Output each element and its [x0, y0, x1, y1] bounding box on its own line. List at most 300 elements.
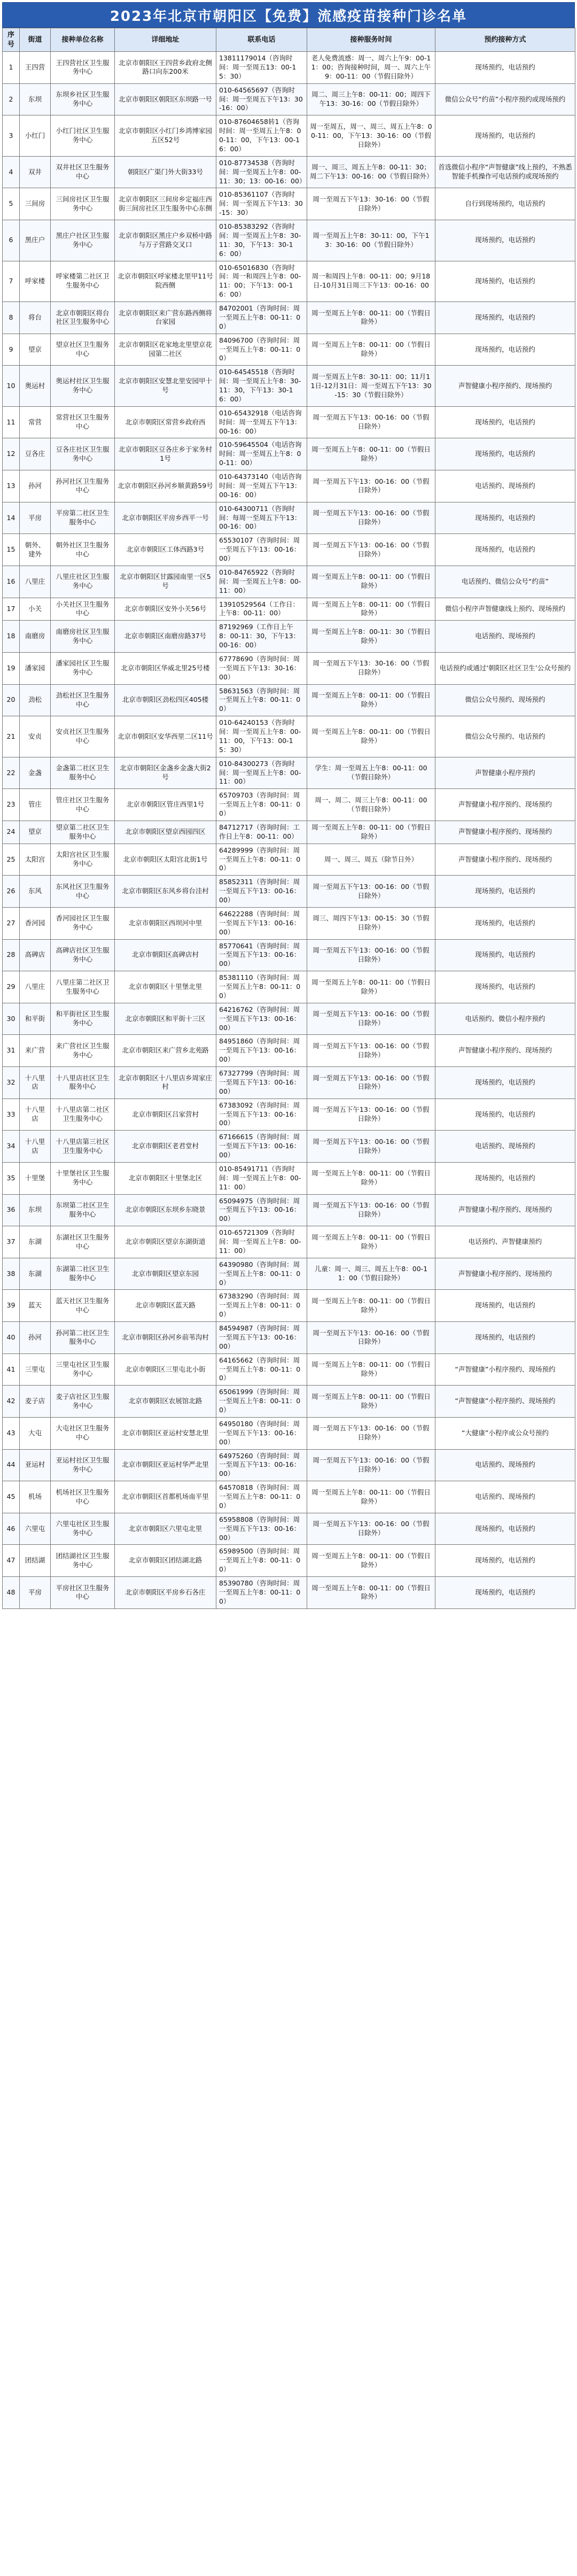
cell-method: 首选微信小程序“声智健康”线上预约，不熟悉智能手机操作可电话预约或现场预约 — [435, 156, 575, 188]
table-row — [3, 757, 575, 789]
cell-time: 周一至周五下午13：00-16：00（节假日除外） — [307, 1449, 435, 1481]
cell-unit: 平房第二社区卫生服务中心 — [51, 502, 115, 534]
cell-address: 北京市朝阳区东风乡将台洼村 — [115, 876, 216, 908]
header-index: 序号 — [3, 28, 20, 52]
cell-unit: 东坝乡社区卫生服务中心 — [51, 83, 115, 115]
cell-phone: 85381110（咨询时间：周一至周五上午8：00-11：00） — [216, 971, 307, 1003]
cell-street: 管庄 — [20, 789, 51, 821]
cell-unit: 八里庄社区卫生服务中心 — [51, 566, 115, 598]
cell-method: 现场预约，电话预约 — [435, 334, 575, 366]
table-header — [3, 28, 575, 52]
table-row — [3, 1481, 575, 1513]
cell-index: 39 — [3, 1290, 20, 1322]
table-body — [3, 52, 575, 1609]
cell-phone: 84096700（咨询时间：周一至周五上午8：00-11：00） — [216, 334, 307, 366]
cell-index: 32 — [3, 1067, 20, 1099]
cell-address: 北京市朝阳区孙河乡顺黄路59号 — [115, 470, 216, 502]
cell-address: 北京市朝阳区首都机场南平里 — [115, 1481, 216, 1513]
cell-index: 12 — [3, 438, 20, 470]
cell-index: 26 — [3, 876, 20, 908]
cell-address: 北京市朝阳区华威北里25号楼 — [115, 652, 216, 684]
cell-method: 电话预约、微信公众号“约苗” — [435, 566, 575, 598]
cell-street: 孙河 — [20, 470, 51, 502]
cell-street: 三里屯 — [20, 1353, 51, 1386]
table-row — [3, 652, 575, 684]
cell-unit: 常营社区卫生服务中心 — [51, 406, 115, 438]
cell-phone: 010-64373140（电话咨询时间：周一至周五下午13：00-16：00） — [216, 470, 307, 502]
cell-unit: 劲松社区卫生服务中心 — [51, 684, 115, 716]
table-row — [3, 1194, 575, 1226]
cell-address: 北京市朝阳区安慧北里安园甲十号 — [115, 366, 216, 407]
cell-time: 周一至周五下午13：00-16：00（节假日除外） — [307, 502, 435, 534]
cell-method: 现场预约，电话预约 — [435, 1577, 575, 1609]
table-row — [3, 502, 575, 534]
cell-address: 北京市朝阳区黑庄户乡双桥中路与万子营路交叉口 — [115, 220, 216, 261]
cell-index: 17 — [3, 598, 20, 621]
cell-method: 声智健康小程序预约、现场预约 — [435, 821, 575, 844]
cell-address: 北京市朝阳区望京西园四区 — [115, 821, 216, 844]
table-row — [3, 1386, 575, 1418]
table-row — [3, 1162, 575, 1194]
cell-unit: 呼家楼第二社区卫生服务中心 — [51, 261, 115, 302]
cell-street: 八里庄 — [20, 566, 51, 598]
cell-method: 现场预约，电话预约 — [435, 971, 575, 1003]
cell-phone: 010-85361107（咨询时间：周一至周五下午13：30-15：30） — [216, 188, 307, 220]
cell-time: 周三、周四下午13：00-15：30（节假日除外） — [307, 907, 435, 939]
cell-address: 北京市朝阳区西坝河中里 — [115, 907, 216, 939]
cell-method: 微信公众号“约苗”小程序预约或现场预约 — [435, 83, 575, 115]
cell-phone: 67327799（咨询时间：周一至周五下午13：00-16：00） — [216, 1067, 307, 1099]
cell-method: 现场预约，电话预约 — [435, 115, 575, 157]
cell-street: 常营 — [20, 406, 51, 438]
cell-address: 北京市朝阳区望京东湖街道 — [115, 1226, 216, 1258]
cell-method: 自行到现场预约，电话预约 — [435, 188, 575, 220]
cell-phone: 67383092（咨询时间：周一至周五下午13：00-16：00） — [216, 1099, 307, 1131]
cell-index: 14 — [3, 502, 20, 534]
cell-time: 周一至周五上午8：00-11：00（节假日除外） — [307, 334, 435, 366]
cell-method: 声智健康小程序预约、现场预约 — [435, 844, 575, 876]
cell-street: 金盏 — [20, 757, 51, 789]
cell-time: 周一至周五上午8：00-11：00（节假日除外） — [307, 302, 435, 334]
table-row — [3, 83, 575, 115]
cell-street: 孙河 — [20, 1322, 51, 1354]
cell-phone: 010-87604658转1（咨询时间：周一至周五上午8：00-11：00，下午13：00-16：00） — [216, 115, 307, 157]
table-row — [3, 1577, 575, 1609]
cell-phone: 65094975（咨询时间：周一至周五下午13：00-16：00） — [216, 1194, 307, 1226]
cell-time: 周一至周五下午13：00-16：00（节假日除外） — [307, 1194, 435, 1226]
cell-method: 电话预约、声智健康预约 — [435, 1226, 575, 1258]
cell-street: 奥运村 — [20, 366, 51, 407]
cell-index: 31 — [3, 1035, 20, 1067]
cell-phone: 65061999（咨询时间：周一至周五上午8：00-11：00） — [216, 1386, 307, 1418]
table-row — [3, 1067, 575, 1099]
cell-phone: 65958808（咨询时间：周一至周五下午13：00-16：00） — [216, 1513, 307, 1545]
clinic-table — [2, 28, 575, 1609]
cell-phone: 67383290（咨询时间：周一至周五上午8：00-11：00） — [216, 1290, 307, 1322]
cell-time: 周一至周五下午13：00-16：00（节假日除外） — [307, 939, 435, 971]
page-title-text: 2023年北京市朝阳区【免费】流感疫苗接种门诊名单 — [110, 8, 467, 25]
cell-time: 周一至周五上午8：00-11：00（节假日除外） — [307, 566, 435, 598]
cell-time: 周一至周五下午13：00-16：00（节假日除外） — [307, 1417, 435, 1449]
cell-time: 周一至周五上午8：00-11：00（节假日除外） — [307, 438, 435, 470]
cell-method: 声智健康小程序预约 — [435, 757, 575, 789]
cell-unit: 孙河社区卫生服务中心 — [51, 470, 115, 502]
cell-method: 现场预约，电话预约 — [435, 1290, 575, 1322]
table-row — [3, 971, 575, 1003]
cell-method: 微信小程序声智健康线上预约、现场预约 — [435, 598, 575, 621]
cell-unit: 东湖第二社区卫生服务中心 — [51, 1258, 115, 1290]
cell-unit: 王四营社区卫生服务中心 — [51, 52, 115, 84]
cell-index: 30 — [3, 1003, 20, 1035]
cell-unit: 平房社区卫生服务中心 — [51, 1577, 115, 1609]
cell-index: 18 — [3, 621, 20, 653]
header-phone: 联系电话 — [216, 28, 307, 52]
cell-index: 29 — [3, 971, 20, 1003]
header-street: 街道 — [20, 28, 51, 52]
cell-index: 16 — [3, 566, 20, 598]
cell-address: 北京市朝阳区老君堂村 — [115, 1131, 216, 1163]
cell-unit: 大屯社区卫生服务中心 — [51, 1417, 115, 1449]
cell-street: 安贞 — [20, 716, 51, 757]
cell-phone: 64289999（咨询时间：周一至周五上午8：00-11：00） — [216, 844, 307, 876]
cell-index: 9 — [3, 334, 20, 366]
cell-unit: 来广营社区卫生服务中心 — [51, 1035, 115, 1067]
cell-index: 19 — [3, 652, 20, 684]
cell-street: 南磨房 — [20, 621, 51, 653]
cell-phone: 84712717（咨询时间：工作日上午8：00-11：00） — [216, 821, 307, 844]
cell-time: 周一至周五上午8：00-11：00（节假日除外） — [307, 1545, 435, 1577]
cell-phone: 64570818（咨询时间：周一至周五上午8：00-11：00） — [216, 1481, 307, 1513]
cell-street: 望京 — [20, 821, 51, 844]
cell-time: 周一、周三、周五上午8：00-11：30；周二下午13：00-16：00（节假日除外） — [307, 156, 435, 188]
header-unit: 接种单位名称 — [51, 28, 115, 52]
table-row — [3, 1417, 575, 1449]
cell-address: 北京市朝阳区三里屯北小街 — [115, 1353, 216, 1386]
cell-street: 十里堡 — [20, 1162, 51, 1194]
cell-phone: 010-64565697（咨询时间：周一至周五下午13：30-16：00） — [216, 83, 307, 115]
cell-index: 40 — [3, 1322, 20, 1354]
cell-unit: 六里屯社区卫生服务中心 — [51, 1513, 115, 1545]
cell-unit: 八里庄第二社区卫生服务中心 — [51, 971, 115, 1003]
cell-address: 北京市朝阳区十里堡北里 — [115, 971, 216, 1003]
table-row — [3, 534, 575, 566]
cell-unit: 奥运村社区卫生服务中心 — [51, 366, 115, 407]
table-row — [3, 1131, 575, 1163]
header-row — [3, 28, 575, 52]
cell-index: 10 — [3, 366, 20, 407]
cell-time: 周一至周五下午13：00-16：00（节假日除外） — [307, 534, 435, 566]
cell-street: 高碑店 — [20, 939, 51, 971]
cell-time: 周一至周五下午13：00-16：00（节假日除外） — [307, 1067, 435, 1099]
cell-address: 北京市朝阳区甘露园南里一区5号 — [115, 566, 216, 598]
cell-phone: 84702001（咨询时间：周一至周五上午8：00-11：00） — [216, 302, 307, 334]
cell-time: 周二、周三上午8：00-11：00；周四下午13：30-16：00（节假日除外） — [307, 83, 435, 115]
cell-phone: 010-84765922（咨询时间：周一至周五上午8：00-11：00） — [216, 566, 307, 598]
cell-phone: 010-64545518（咨询时间：周一至周五上午8：30-11：30，下午13：30-16：00） — [216, 366, 307, 407]
cell-time: 周一至周五上午8：30-11：00，下午13：30-16：00（节假日除外） — [307, 220, 435, 261]
cell-time: 周一至周五上午8：30-11：00；11月11日-12月31日：周一至周五下午13：30-15：30（节假日除外） — [307, 366, 435, 407]
cell-method: 电话预约、现场预约 — [435, 621, 575, 653]
cell-street: 王四营 — [20, 52, 51, 84]
cell-time: 周一至周五上午8：00-11：30（节假日除外） — [307, 621, 435, 653]
cell-phone: 13910529564（工作日：上午8：00-11：00） — [216, 598, 307, 621]
cell-index: 45 — [3, 1481, 20, 1513]
cell-method: 现场预约，电话预约 — [435, 1513, 575, 1545]
cell-phone: 010-64300711（咨询时间：每周一至周五下午13：00-16：00） — [216, 502, 307, 534]
cell-unit: 团结湖社区卫生服务中心 — [51, 1545, 115, 1577]
cell-method: 现场预约，电话预约 — [435, 939, 575, 971]
cell-street: 来广营 — [20, 1035, 51, 1067]
cell-method: 声智健康小程序预约、现场预约 — [435, 1035, 575, 1067]
cell-street: 十八里店 — [20, 1099, 51, 1131]
cell-index: 41 — [3, 1353, 20, 1386]
cell-address: 北京市朝阳区十里堡北区 — [115, 1162, 216, 1194]
cell-unit: 三间房社区卫生服务中心 — [51, 188, 115, 220]
cell-time: 老人免费流感：周一、周六上午9：00-11：00；咨询接种时间，周一、周六上午9：00-11：00（节假日除外） — [307, 52, 435, 84]
cell-method: 声智健康小程序预约、现场预约 — [435, 1258, 575, 1290]
table-row — [3, 1545, 575, 1577]
cell-address: 北京市朝阳区小红门乡鸿博家园五区52号 — [115, 115, 216, 157]
cell-time: 周一至周五下午13：00-16：00（节假日除外） — [307, 1322, 435, 1354]
table-row — [3, 1226, 575, 1258]
cell-index: 38 — [3, 1258, 20, 1290]
cell-street: 平房 — [20, 1577, 51, 1609]
cell-method: 现场预约，电话预约 — [435, 502, 575, 534]
cell-phone: 64975260（咨询时间：周一至周五下午13：00-16：00） — [216, 1449, 307, 1481]
cell-address: 北京市朝阳区吕家营村 — [115, 1099, 216, 1131]
cell-phone: 64216762（咨询时间：周一至周五下午13：00-16：00） — [216, 1003, 307, 1035]
cell-phone: 65989500（咨询时间：周一至周五上午8：00-11：00） — [216, 1545, 307, 1577]
cell-unit: 南磨房社区卫生服务中心 — [51, 621, 115, 653]
cell-time: 周一至周五上午8：00-11：00（节假日除外） — [307, 1226, 435, 1258]
cell-method: “声智健康”小程序预约、现场预约 — [435, 1353, 575, 1386]
cell-unit: 管庄社区卫生服务中心 — [51, 789, 115, 821]
cell-street: 小关 — [20, 598, 51, 621]
cell-address: 北京市朝阳区和平街十三区 — [115, 1003, 216, 1035]
cell-unit: 黑庄户社区卫生服务中心 — [51, 220, 115, 261]
cell-time: 周一、周三、周五（除节日外） — [307, 844, 435, 876]
cell-unit: 和平街社区卫生服务中心 — [51, 1003, 115, 1035]
cell-method: 电话预约或通过‘朝阳区社区卫生’公众号预约 — [435, 652, 575, 684]
cell-method: 现场预约，电话预约 — [435, 302, 575, 334]
cell-address: 北京市朝阳区花家地北里望京花园第二社区 — [115, 334, 216, 366]
cell-address: 北京市朝阳区来广营东路西侧将台家园 — [115, 302, 216, 334]
cell-phone: 010-59645504（电话咨询时间：周一至周五上午8：00-11：00） — [216, 438, 307, 470]
table-row — [3, 566, 575, 598]
cell-unit: 十八里店第二社区卫生服务中心 — [51, 1099, 115, 1131]
cell-method: 现场预约，电话预约 — [435, 534, 575, 566]
cell-index: 25 — [3, 844, 20, 876]
cell-phone: 65530107（咨询时间：周一至周五下午13：00-16：00） — [216, 534, 307, 566]
table-row — [3, 115, 575, 157]
cell-time: 周一至周五上午8：00-11：00（节假日除外） — [307, 1290, 435, 1322]
cell-street: 麦子店 — [20, 1386, 51, 1418]
cell-index: 42 — [3, 1386, 20, 1418]
cell-phone: 010-64240153（咨询时间：周一至周五上午8：00-11：00，下午13：00-15：30） — [216, 716, 307, 757]
cell-method: 微信公众号预约、电话预约 — [435, 716, 575, 757]
cell-address: 北京市朝阳区平房乡石各庄 — [115, 1577, 216, 1609]
cell-address: 北京市朝阳区安华西里二区11号 — [115, 716, 216, 757]
table-row — [3, 1322, 575, 1354]
cell-street: 东湖 — [20, 1226, 51, 1258]
header-method: 预约接种方式 — [435, 28, 575, 52]
cell-method: “大健康”小程序或公众号预约 — [435, 1417, 575, 1449]
cell-phone: 87192969（工作日上午8：00-11：30，下午13：00-16：00） — [216, 621, 307, 653]
table-row — [3, 1290, 575, 1322]
table-row — [3, 598, 575, 621]
cell-phone: 010-65016830（咨询时间：周一和周四上午8：00-11：00；下午13：00-16：00） — [216, 261, 307, 302]
cell-time: 儿童：周一、周三、周五上午8：00-11：00（节假日除外） — [307, 1258, 435, 1290]
cell-index: 8 — [3, 302, 20, 334]
cell-index: 1 — [3, 52, 20, 84]
table-row — [3, 188, 575, 220]
cell-time: 周一至周五下午13：00-16：00（节假日除外） — [307, 1003, 435, 1035]
cell-index: 46 — [3, 1513, 20, 1545]
cell-index: 2 — [3, 83, 20, 115]
cell-phone: 010-84300273（咨询时间：周一至周五上午8：00-11：00） — [216, 757, 307, 789]
cell-phone: 85852311（咨询时间：周一至周五下午13：00-16：00） — [216, 876, 307, 908]
cell-method: 现场预约，电话预约 — [435, 907, 575, 939]
cell-method: 电话预约、现场预约 — [435, 1131, 575, 1163]
cell-street: 十八里店 — [20, 1131, 51, 1163]
table-row — [3, 1353, 575, 1386]
cell-index: 36 — [3, 1194, 20, 1226]
cell-address: 北京市朝阳区安外小关56号 — [115, 598, 216, 621]
cell-unit: 安贞社区卫生服务中心 — [51, 716, 115, 757]
cell-unit: 金盏第二社区卫生服务中心 — [51, 757, 115, 789]
cell-method: 电话预约、现场预约 — [435, 1481, 575, 1513]
cell-time: 周一至周五上午8：00-11：00（节假日除外） — [307, 684, 435, 716]
cell-phone: 64622288（咨询时间：周一至周五下午13：00-16：00） — [216, 907, 307, 939]
cell-address: 北京市朝阳区团结湖北路 — [115, 1545, 216, 1577]
page-title — [2, 2, 575, 28]
cell-street: 呼家楼 — [20, 261, 51, 302]
cell-index: 21 — [3, 716, 20, 757]
cell-street: 十八里店 — [20, 1067, 51, 1099]
cell-address: 北京市朝阳区管庄西里1号 — [115, 789, 216, 821]
cell-address: 北京市朝阳区金盏乡金盏大街2号 — [115, 757, 216, 789]
cell-phone: 64950180（咨询时间：周一至周五下午13：00-16：00） — [216, 1417, 307, 1449]
cell-time: 周一至周五，周一、周三、周五上午8：00-11：00，下午13：30-16：00（节假日除外） — [307, 115, 435, 157]
cell-method: 电话预约、现场预约 — [435, 470, 575, 502]
table-row — [3, 789, 575, 821]
cell-phone: 67166615（咨询时间：周一至周五下午13：00-16：00） — [216, 1131, 307, 1163]
cell-street: 将台 — [20, 302, 51, 334]
table-row — [3, 220, 575, 261]
table-row — [3, 844, 575, 876]
cell-phone: 67778690（咨询时间：周一至周五下午13：30-16：00） — [216, 652, 307, 684]
cell-method: 现场预约，电话预约 — [435, 1545, 575, 1577]
cell-method: 现场预约，电话预约 — [435, 261, 575, 302]
cell-method: 现场预约，电话预约 — [435, 876, 575, 908]
cell-time: 周一和周四上午8：00-11：00；9月18日-10月31日周三下午13：00-16：00 — [307, 261, 435, 302]
cell-time: 周一至周五上午8：00-11：00（节假日除外） — [307, 1162, 435, 1194]
cell-address: 北京市朝阳区常营乡政府西 — [115, 406, 216, 438]
cell-time: 周一至周五上午8：00-11：00（节假日除外） — [307, 1481, 435, 1513]
cell-time: 周一至周五下午13：00-16：00（节假日除外） — [307, 1099, 435, 1131]
cell-method: 电话预约、现场预约 — [435, 1449, 575, 1481]
cell-unit: 朝外社区卫生服务中心 — [51, 534, 115, 566]
cell-address: 北京市朝阳区亚运村华严北里 — [115, 1449, 216, 1481]
cell-index: 47 — [3, 1545, 20, 1577]
cell-index: 15 — [3, 534, 20, 566]
table-row — [3, 876, 575, 908]
cell-address: 北京市朝阳区十八里店乡周家庄村 — [115, 1067, 216, 1099]
cell-index: 13 — [3, 470, 20, 502]
cell-time: 周一至周五上午8：00-11：00（节假日除外） — [307, 1386, 435, 1418]
table-row — [3, 438, 575, 470]
cell-unit: 十八里店社区卫生服务中心 — [51, 1067, 115, 1099]
cell-index: 23 — [3, 789, 20, 821]
cell-time: 周一至周五上午8：00-11：00（节假日除外） — [307, 821, 435, 844]
cell-street: 团结湖 — [20, 1545, 51, 1577]
cell-address: 北京市朝阳区王四营乡政府北侧路口向东200米 — [115, 52, 216, 84]
cell-street: 劲松 — [20, 684, 51, 716]
cell-method: 声智健康小程序预约、现场预约 — [435, 366, 575, 407]
cell-unit: 东湖社区卫生服务中心 — [51, 1226, 115, 1258]
cell-street: 和平街 — [20, 1003, 51, 1035]
table-row — [3, 1003, 575, 1035]
cell-address: 北京市朝阳区高碑店村 — [115, 939, 216, 971]
cell-method: 现场预约，电话预约 — [435, 406, 575, 438]
cell-index: 5 — [3, 188, 20, 220]
cell-street: 三间房 — [20, 188, 51, 220]
cell-phone: 010-65432918（电话咨询时间：周一至周五下午13：00-16：00） — [216, 406, 307, 438]
cell-index: 34 — [3, 1131, 20, 1163]
cell-street: 东风 — [20, 876, 51, 908]
cell-street: 大屯 — [20, 1417, 51, 1449]
cell-unit: 豆各庄社区卫生服务中心 — [51, 438, 115, 470]
cell-unit: 望京社区卫生服务中心 — [51, 334, 115, 366]
cell-phone: 010-87734538（咨询时间：周一至周五上午8：00-11：30；13：00-16：00） — [216, 156, 307, 188]
cell-time: 周一至周五上午8：00-11：00（节假日除外） — [307, 716, 435, 757]
cell-address: 北京市朝阳区南磨房路37号 — [115, 621, 216, 653]
table-row — [3, 1035, 575, 1067]
cell-time: 周一至周五下午13：00-16：00（节假日除外） — [307, 1513, 435, 1545]
cell-address: 北京市朝阳区蓝天路 — [115, 1290, 216, 1322]
cell-index: 11 — [3, 406, 20, 438]
cell-time: 周一至周五上午8：00-11：00（节假日除外） — [307, 1353, 435, 1386]
cell-phone: 64165662（咨询时间：周一至周五上午8：00-11：00） — [216, 1353, 307, 1386]
cell-unit: 东坝第二社区卫生服务中心 — [51, 1194, 115, 1226]
cell-method: 现场预约，电话预约 — [435, 1162, 575, 1194]
cell-unit: 麦子店社区卫生服务中心 — [51, 1386, 115, 1418]
cell-unit: 望京第二社区卫生服务中心 — [51, 821, 115, 844]
cell-method: 声智健康小程序预约、现场预约 — [435, 1194, 575, 1226]
cell-index: 7 — [3, 261, 20, 302]
cell-index: 43 — [3, 1417, 20, 1449]
cell-time: 周一至周五下午13：00-16：00（节假日除外） — [307, 406, 435, 438]
cell-index: 27 — [3, 907, 20, 939]
cell-street: 黑庄户 — [20, 220, 51, 261]
cell-street: 太阳宫 — [20, 844, 51, 876]
table-row — [3, 684, 575, 716]
cell-time: 周一至周五下午13：30-16：00（节假日除外） — [307, 652, 435, 684]
cell-time: 周一至周五下午13：30-16：00（节假日除外） — [307, 188, 435, 220]
cell-street: 八里庄 — [20, 971, 51, 1003]
cell-phone: 58631563（咨询时间：周一至周五上午8：00-11：00） — [216, 684, 307, 716]
cell-time: 学生：周一至周五上午8：00-11：00（节假日除外） — [307, 757, 435, 789]
cell-street: 东湖 — [20, 1258, 51, 1290]
cell-index: 37 — [3, 1226, 20, 1258]
cell-time: 周一至周五下午13：00-16：00（节假日除外） — [307, 470, 435, 502]
cell-method: 现场预约，电话预约 — [435, 1099, 575, 1131]
cell-street: 蓝天 — [20, 1290, 51, 1322]
cell-address: 北京市朝阳区六里屯北里 — [115, 1513, 216, 1545]
cell-index: 6 — [3, 220, 20, 261]
cell-address: 北京市朝阳区东坝乡东晓景 — [115, 1194, 216, 1226]
header-time: 接种服务时间 — [307, 28, 435, 52]
